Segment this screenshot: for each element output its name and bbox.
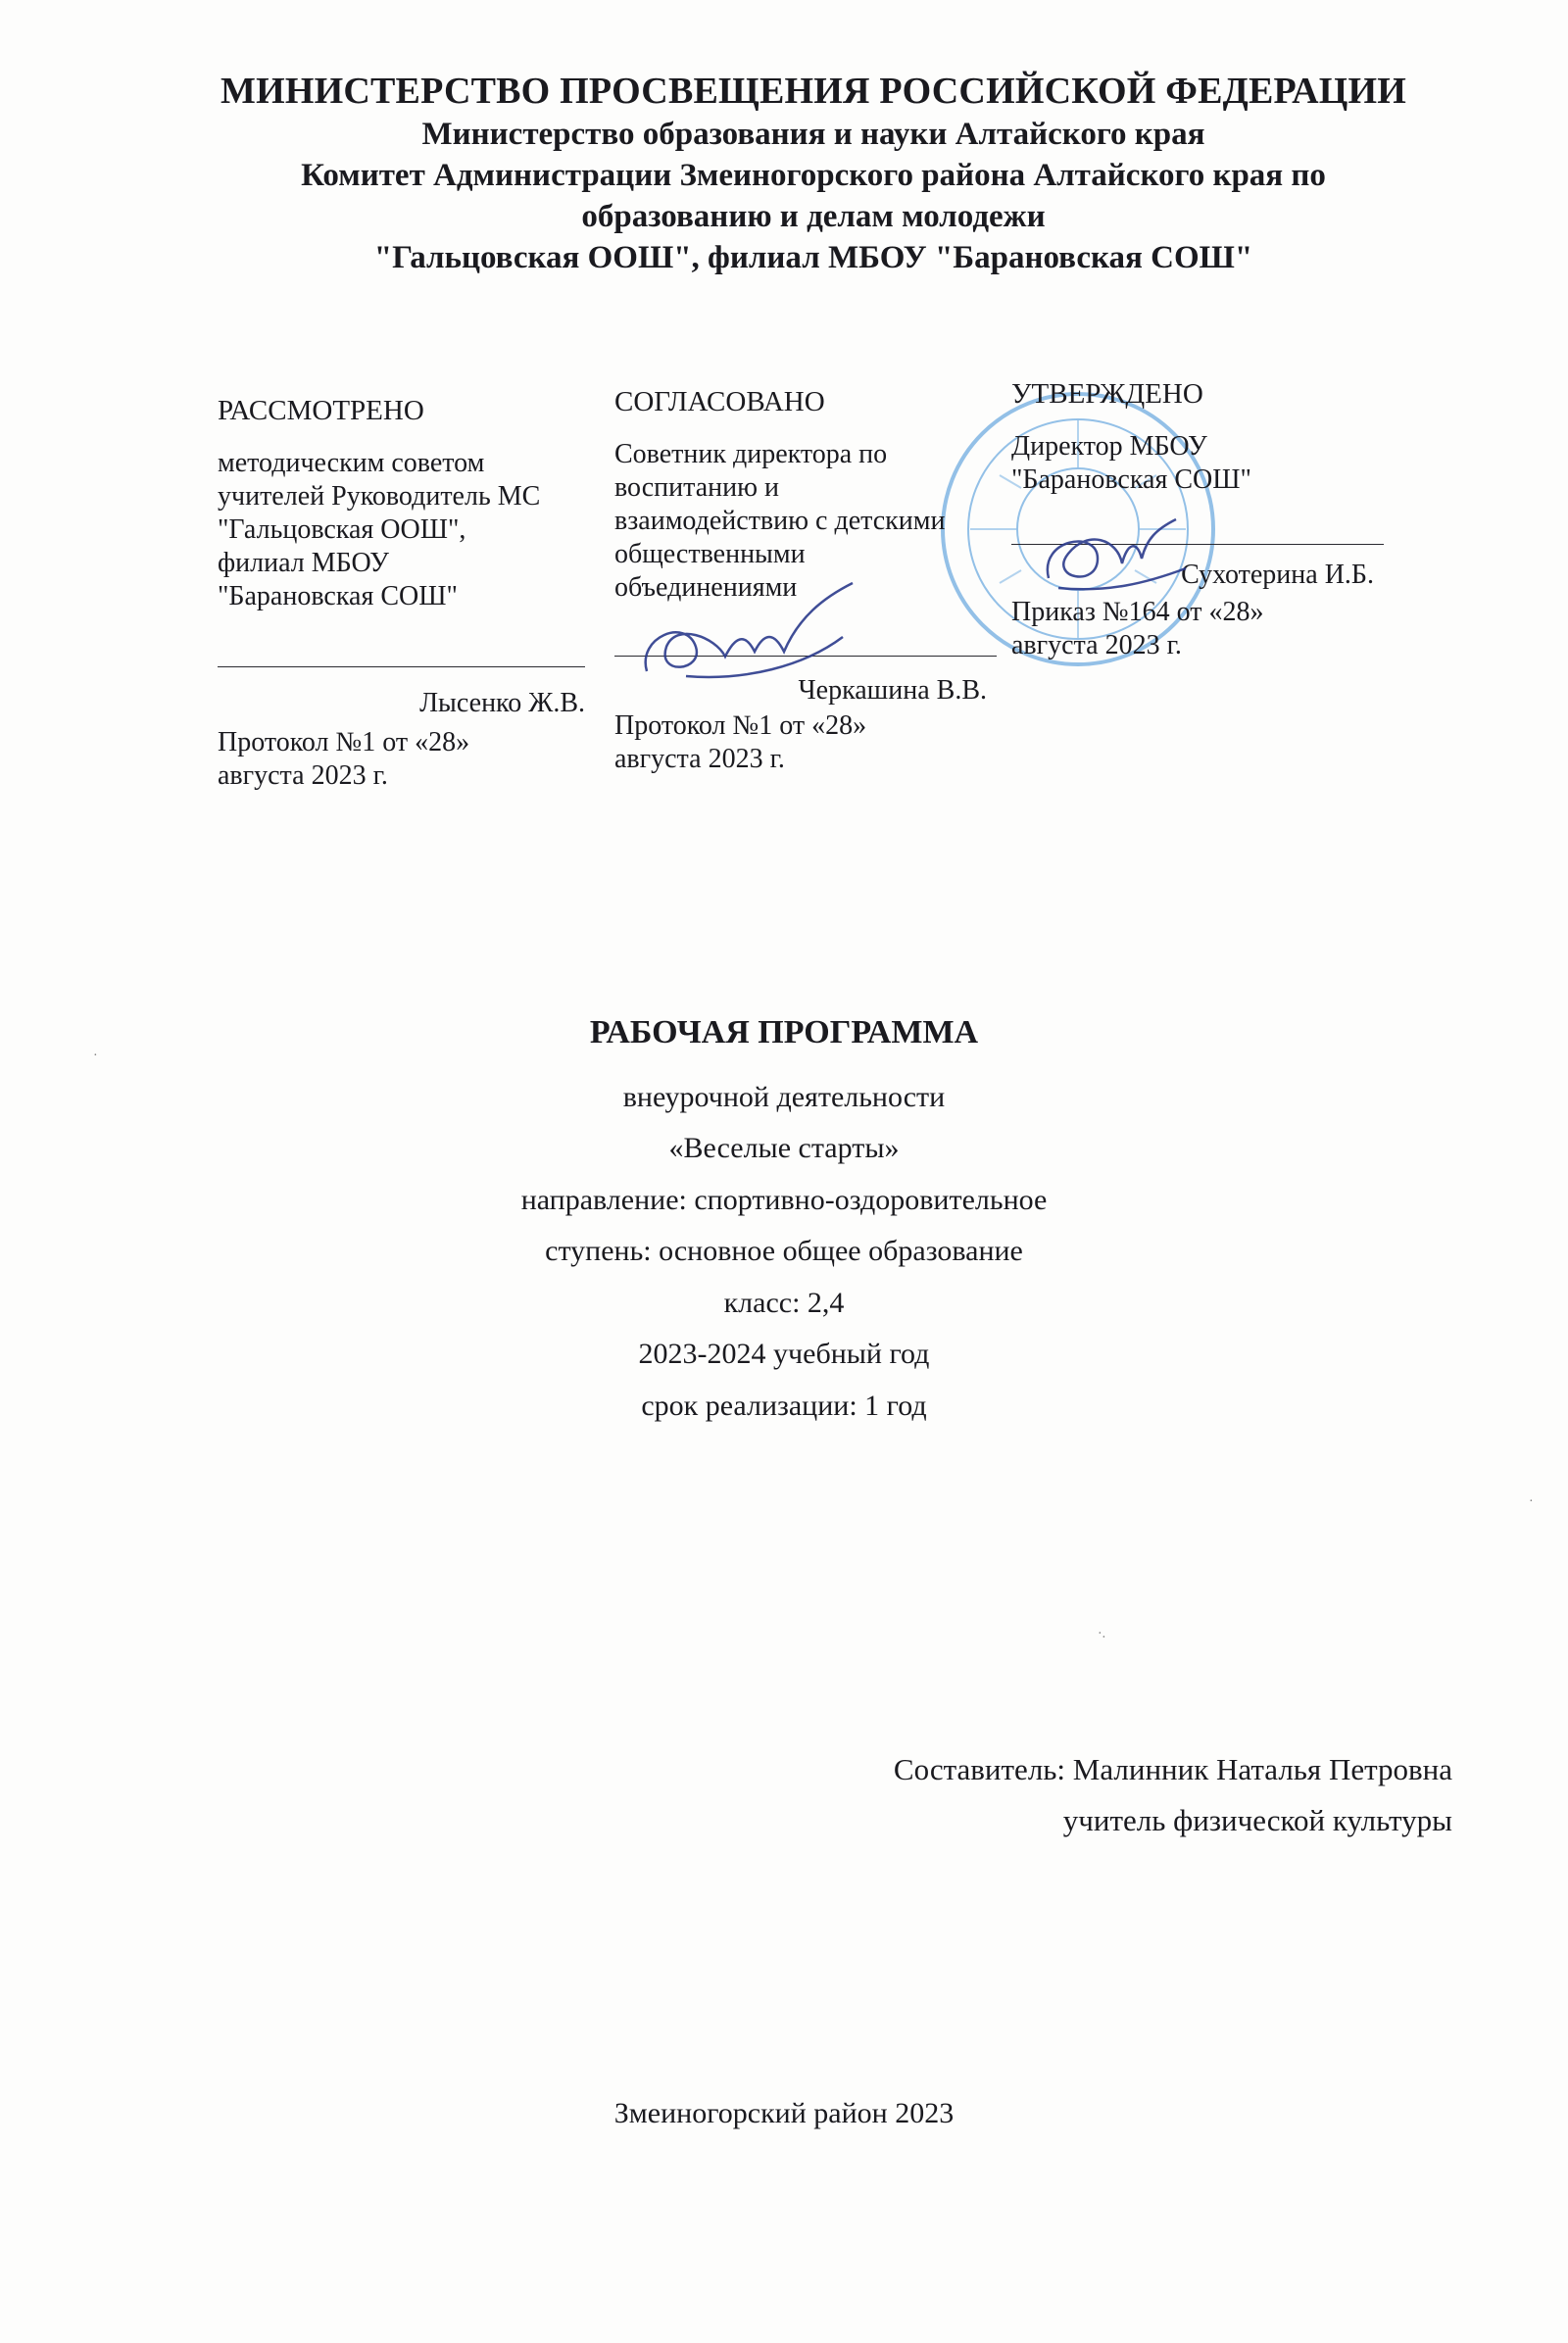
author-position: учитель физической культуры — [1062, 1803, 1452, 1837]
reviewed-body-5: "Барановская СОШ" — [218, 581, 458, 611]
committee-line-2: образованию и делам молодежи — [581, 199, 1046, 234]
reviewed-body-3: "Гальцовская ООШ", — [218, 514, 466, 545]
agreed-title: СОГЛАСОВАНО — [614, 386, 825, 417]
program-name: «Веселые старты» — [668, 1132, 900, 1164]
program-term: срок реализации: 1 год — [641, 1390, 927, 1422]
program-kind: внеурочной деятельности — [622, 1081, 946, 1113]
reviewed-title: РАССМОТРЕНО — [218, 395, 424, 426]
program-title: РАБОЧАЯ ПРОГРАММА — [589, 1014, 979, 1050]
agreed-body-5: объединениями — [614, 572, 798, 603]
approved-body-1: Директор МБОУ — [1011, 431, 1207, 462]
reviewed-body-2: учителей Руководитель МС — [218, 481, 541, 512]
approved-body-2: "Барановская СОШ" — [1011, 464, 1251, 495]
author-name: Составитель: Малинник Наталья Петровна — [893, 1752, 1452, 1786]
regional-ministry-line: Министерство образования и науки Алтайского края — [421, 117, 1205, 152]
program-level: ступень: основное общее образование — [545, 1235, 1023, 1267]
reviewed-body-4: филиал МБОУ — [218, 548, 389, 578]
approved-title: УТВЕРЖДЕНО — [1011, 378, 1203, 410]
author-block — [894, 1744, 1452, 1846]
ministry-line: МИНИСТЕРСТВО ПРОСВЕЩЕНИЯ РОССИЙСКОЙ ФЕДЕРАЦИИ — [220, 71, 1406, 112]
reviewed-protocol: Протокол №1 от «28» — [218, 727, 470, 757]
agreed-protocol-date: августа 2023 г. — [614, 744, 785, 774]
approved-name: Сухотерина И.Б. — [1181, 560, 1374, 590]
scan-speck: ·. — [1098, 1627, 1106, 1641]
agreed-body-2: воспитанию и — [614, 472, 779, 503]
program-year: 2023-2024 учебный год — [638, 1338, 930, 1370]
footer-place-year: Змеиногорский район 2023 — [613, 2097, 955, 2129]
agreed-name: Черкашина В.В. — [798, 675, 987, 706]
scan-speck: · — [1529, 1494, 1534, 1509]
reviewed-protocol-date: августа 2023 г. — [218, 760, 388, 791]
committee-line: Комитет Администрации Змеиногорского района Алтайского края по — [301, 158, 1326, 193]
approved-order: Приказ №164 от «28» — [1011, 597, 1264, 627]
agreed-protocol: Протокол №1 от «28» — [614, 710, 867, 741]
scan-speck: · — [93, 1049, 98, 1063]
agreed-body-4: общественными — [614, 539, 806, 569]
reviewed-name: Лысенко Ж.В. — [419, 688, 585, 718]
signature-agreed — [627, 578, 882, 706]
approved-order-date: августа 2023 г. — [1011, 630, 1182, 660]
agreed-body-3: взаимодействию с детскими — [614, 506, 946, 536]
signature-line — [218, 666, 585, 667]
program-grade: класс: 2,4 — [723, 1287, 845, 1319]
school-line: "Гальцовская ООШ", филиал МБОУ "Барановская СОШ" — [373, 240, 1253, 275]
agreed-body-1: Советник директора по — [614, 439, 888, 469]
signature-approved — [1029, 500, 1196, 608]
document-header — [206, 69, 1421, 278]
program-direction: направление: спортивно-оздоровительное — [520, 1184, 1048, 1216]
reviewed-body-1: методическим советом — [218, 448, 485, 478]
reviewed-block — [218, 394, 585, 793]
